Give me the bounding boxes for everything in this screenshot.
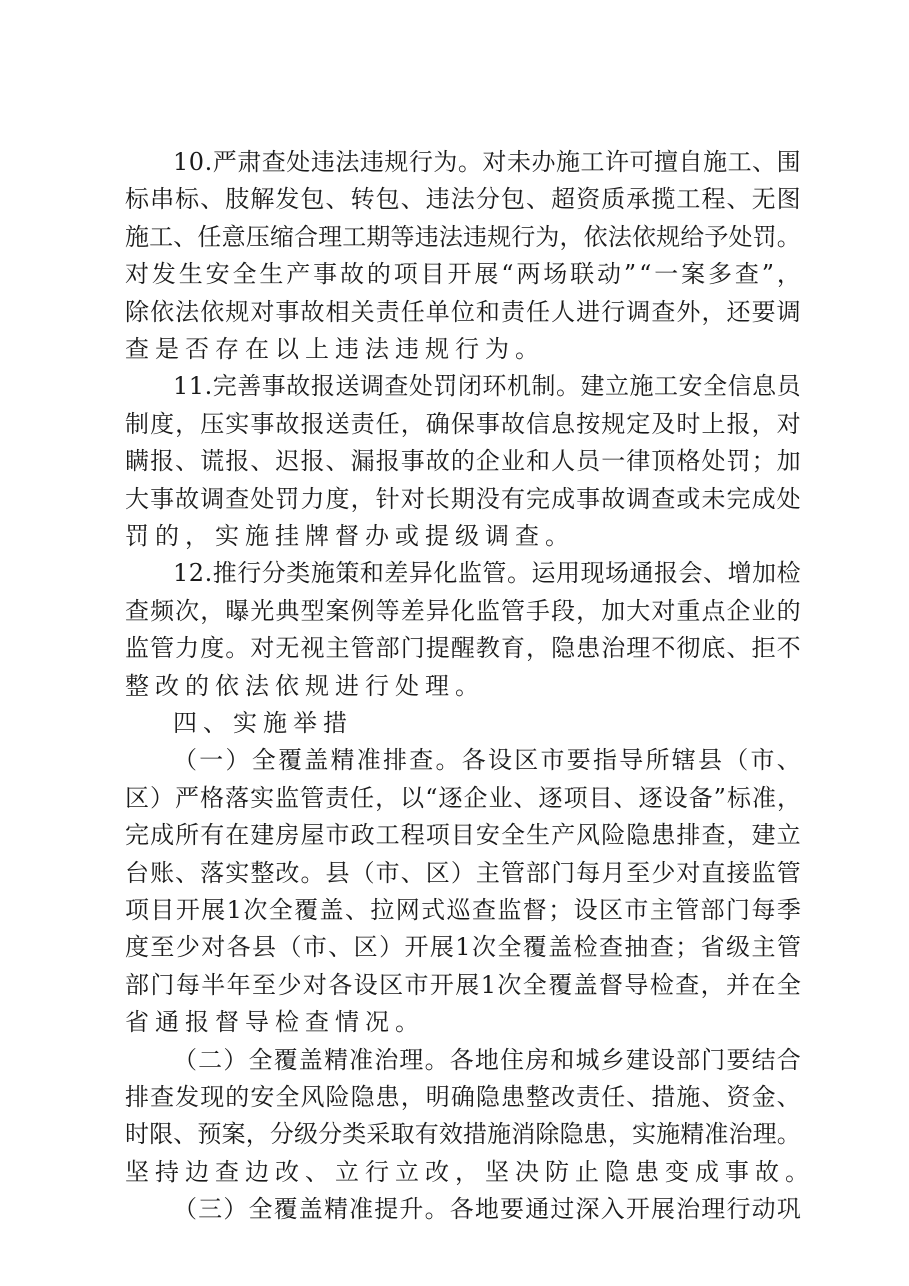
text-line: 坚持边查边改、立行立改，坚决防止隐患变成事故。: [125, 1158, 815, 1186]
text-line: 整改的依法依规进行处理。: [125, 672, 485, 700]
text-line: 台 账 、 落 实 整 改 。 县 （ 市 、 区 ） 主 管 部 门 每 月 至 少 对 直 接 监 管: [125, 859, 801, 887]
text-line: 时 限 、 预 案 ， 分 级 分 类 采 取 有 效 措 施 消 除 隐 患 ， 实 施 精 准 治 理 。: [125, 1120, 801, 1148]
text-line: 排 查 发 现 的 安 全 风 险 隐 患 ， 明 确 隐 患 整 改 责 任 、 措 施 、 资 金 、: [125, 1083, 801, 1111]
text-line: 省通报督导检查情况。: [125, 1008, 425, 1036]
text-line: 项 目 开 展 1 次 全 覆 盖 、 拉 网 式 巡 查 监 督 ； 设 区 市 主 管 部 门 每 季: [125, 896, 801, 924]
text-line: 瞒 报 、 谎 报 、 迟 报 、 漏 报 事 故 的 企 业 和 人 员 一 律 顶 格 处 罚 ； 加: [125, 447, 801, 475]
text-line: 对 发 生 安 全 生 产 事 故 的 项 目 开 展 “ 两 场 联 动 ” “ 一 案 多 查 ” ，: [125, 260, 801, 288]
text-line: 度 至 少 对 各 县 （ 市 、 区 ） 开 展 1 次 全 覆 盖 检 查 抽 查 ； 省 级 主 管: [125, 933, 801, 961]
text-line: 1 2 . 推 行 分 类 施 策 和 差 异 化 监 管 。 运 用 现 场 通 报 会 、 增 加 检: [173, 559, 801, 587]
text-line: （ 二 ） 全 覆 盖 精 准 治 理 。 各 地 住 房 和 城 乡 建 设 部 门 要 结 合: [173, 1046, 801, 1074]
text-line: 除 依 法 依 规 对 事 故 相 关 责 任 单 位 和 责 任 人 进 行 调 查 外 ， 还 要 调: [125, 298, 801, 326]
text-line: 罚的，实施挂牌督办或提级调查。: [125, 522, 575, 550]
text-line: 部 门 每 半 年 至 少 对 各 设 区 市 开 展 1 次 全 覆 盖 督 导 检 查 ， 并 在 全: [125, 971, 801, 999]
text-line: 四、实施举措: [173, 709, 353, 737]
text-line: 查是否存在以上违法违规行为。: [125, 335, 545, 363]
text-line: 标 串 标 、 肢 解 发 包 、 转 包 、 违 法 分 包 、 超 资 质 承 揽 工 程 、 无 图: [125, 185, 801, 213]
text-line: （ 一 ） 全 覆 盖 精 准 排 查 。 各 设 区 市 要 指 导 所 辖 县 （ 市 、: [173, 746, 801, 774]
text-line: 查 频 次 ， 曝 光 典 型 案 例 等 差 异 化 监 管 手 段 ， 加 大 对 重 点 企 业 的: [125, 597, 801, 625]
text-line: 完 成 所 有 在 建 房 屋 市 政 工 程 项 目 安 全 生 产 风 险 隐 患 排 查 ， 建 立: [125, 821, 801, 849]
text-line: 大 事 故 调 查 处 罚 力 度 ， 针 对 长 期 没 有 完 成 事 故 调 查 或 未 完 成 处: [125, 485, 801, 513]
text-line: 施 工 、 任 意 压 缩 合 理 工 期 等 违 法 违 规 行 为 ， 依 法 依 规 给 予 处 罚 。: [125, 223, 801, 251]
text-line: （ 三 ） 全 覆 盖 精 准 提 升 。 各 地 要 通 过 深 入 开 展 治 理 行 动 巩: [173, 1195, 801, 1223]
text-line: 区 ） 严 格 落 实 监 管 责 任 ， 以 “ 逐 企 业 、 逐 项 目 、 逐 设 备 ” 标 准 ，: [125, 784, 801, 812]
text-line: 1 0 . 严 肃 查 处 违 法 违 规 行 为 。 对 未 办 施 工 许 可 擅 自 施 工 、 围: [173, 148, 801, 176]
text-line: 制 度 ， 压 实 事 故 报 送 责 任 ， 确 保 事 故 信 息 按 规 定 及 时 上 报 ， 对: [125, 410, 801, 438]
text-line: 监 管 力 度 。 对 无 视 主 管 部 门 提 醒 教 育 ， 隐 患 治 理 不 彻 底 、 拒 不: [125, 634, 801, 662]
text-line: 1 1 . 完 善 事 故 报 送 调 查 处 罚 闭 环 机 制 。 建 立 施 工 安 全 信 息 员: [173, 372, 801, 400]
